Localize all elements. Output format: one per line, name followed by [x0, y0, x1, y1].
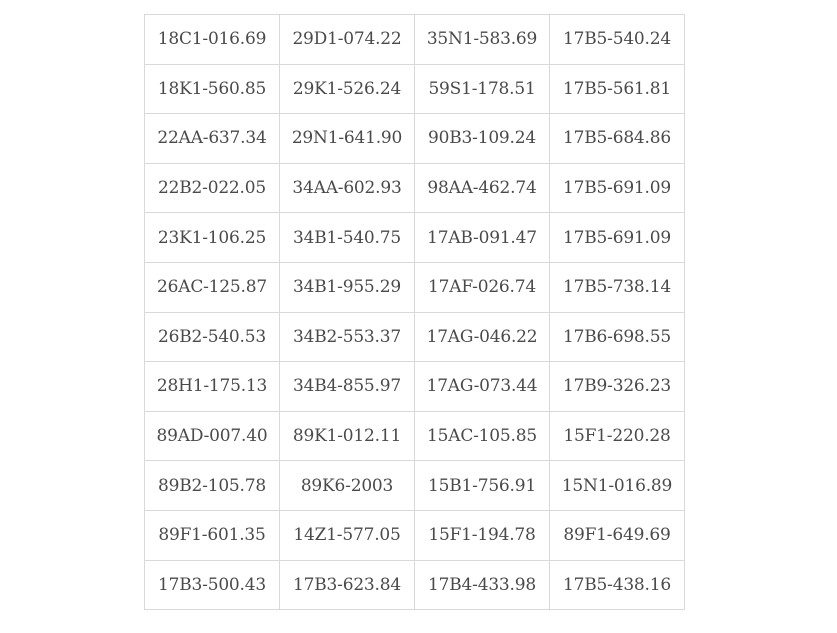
plate-number-cell: 26B2-540.53 [145, 312, 280, 362]
plate-number-cell: 15F1-194.78 [415, 510, 550, 560]
plate-number-cell: 18K1-560.85 [145, 64, 280, 114]
plate-number-cell: 29D1-074.22 [280, 15, 415, 65]
plate-number-cell: 29K1-526.24 [280, 64, 415, 114]
plate-number-cell: 23K1-106.25 [145, 213, 280, 263]
plate-number-cell: 22AA-637.34 [145, 114, 280, 164]
plate-number-cell: 17AG-046.22 [415, 312, 550, 362]
plate-number-cell: 98AA-462.74 [415, 163, 550, 213]
plate-number-cell: 17B3-623.84 [280, 560, 415, 610]
table-row [145, 362, 685, 412]
plate-number-cell: 17B5-691.09 [550, 163, 685, 213]
table-row [145, 15, 685, 65]
plate-number-cell: 34B4-855.97 [280, 362, 415, 412]
table-row [145, 312, 685, 362]
plate-table-body [145, 15, 685, 610]
plate-number-cell: 15B1-756.91 [415, 461, 550, 511]
plate-number-cell: 17B5-691.09 [550, 213, 685, 263]
plate-number-cell: 17AB-091.47 [415, 213, 550, 263]
plate-number-cell: 26AC-125.87 [145, 262, 280, 312]
plate-number-cell: 89F1-649.69 [550, 510, 685, 560]
table-row [145, 510, 685, 560]
plate-number-cell: 34AA-602.93 [280, 163, 415, 213]
plate-number-cell: 89K6-2003 [280, 461, 415, 511]
plate-number-cell: 29N1-641.90 [280, 114, 415, 164]
plate-number-cell: 59S1-178.51 [415, 64, 550, 114]
table-row [145, 262, 685, 312]
plate-number-cell: 17B5-738.14 [550, 262, 685, 312]
plate-number-cell: 17B5-684.86 [550, 114, 685, 164]
plate-number-table [144, 14, 685, 610]
plate-number-cell: 35N1-583.69 [415, 15, 550, 65]
plate-number-cell: 34B1-955.29 [280, 262, 415, 312]
plate-number-cell: 15F1-220.28 [550, 411, 685, 461]
plate-number-cell: 14Z1-577.05 [280, 510, 415, 560]
table-row [145, 114, 685, 164]
plate-number-cell: 18C1-016.69 [145, 15, 280, 65]
plate-number-cell: 17B6-698.55 [550, 312, 685, 362]
plate-number-cell: 89K1-012.11 [280, 411, 415, 461]
plate-number-cell: 22B2-022.05 [145, 163, 280, 213]
plate-number-cell: 17B5-561.81 [550, 64, 685, 114]
table-row [145, 411, 685, 461]
plate-number-cell: 28H1-175.13 [145, 362, 280, 412]
plate-number-cell: 15N1-016.89 [550, 461, 685, 511]
plate-number-cell: 89AD-007.40 [145, 411, 280, 461]
table-row [145, 560, 685, 610]
plate-number-cell: 15AC-105.85 [415, 411, 550, 461]
plate-number-cell: 17AG-073.44 [415, 362, 550, 412]
plate-number-cell: 17B4-433.98 [415, 560, 550, 610]
plate-number-cell: 17B5-438.16 [550, 560, 685, 610]
table-row [145, 64, 685, 114]
plate-number-cell: 17B3-500.43 [145, 560, 280, 610]
plate-number-cell: 17AF-026.74 [415, 262, 550, 312]
table-row [145, 461, 685, 511]
table-row [145, 213, 685, 263]
plate-number-cell: 89F1-601.35 [145, 510, 280, 560]
plate-number-cell: 34B1-540.75 [280, 213, 415, 263]
plate-number-cell: 17B9-326.23 [550, 362, 685, 412]
plate-number-cell: 89B2-105.78 [145, 461, 280, 511]
table-row [145, 163, 685, 213]
plate-number-cell: 17B5-540.24 [550, 15, 685, 65]
plate-number-cell: 90B3-109.24 [415, 114, 550, 164]
plate-number-cell: 34B2-553.37 [280, 312, 415, 362]
